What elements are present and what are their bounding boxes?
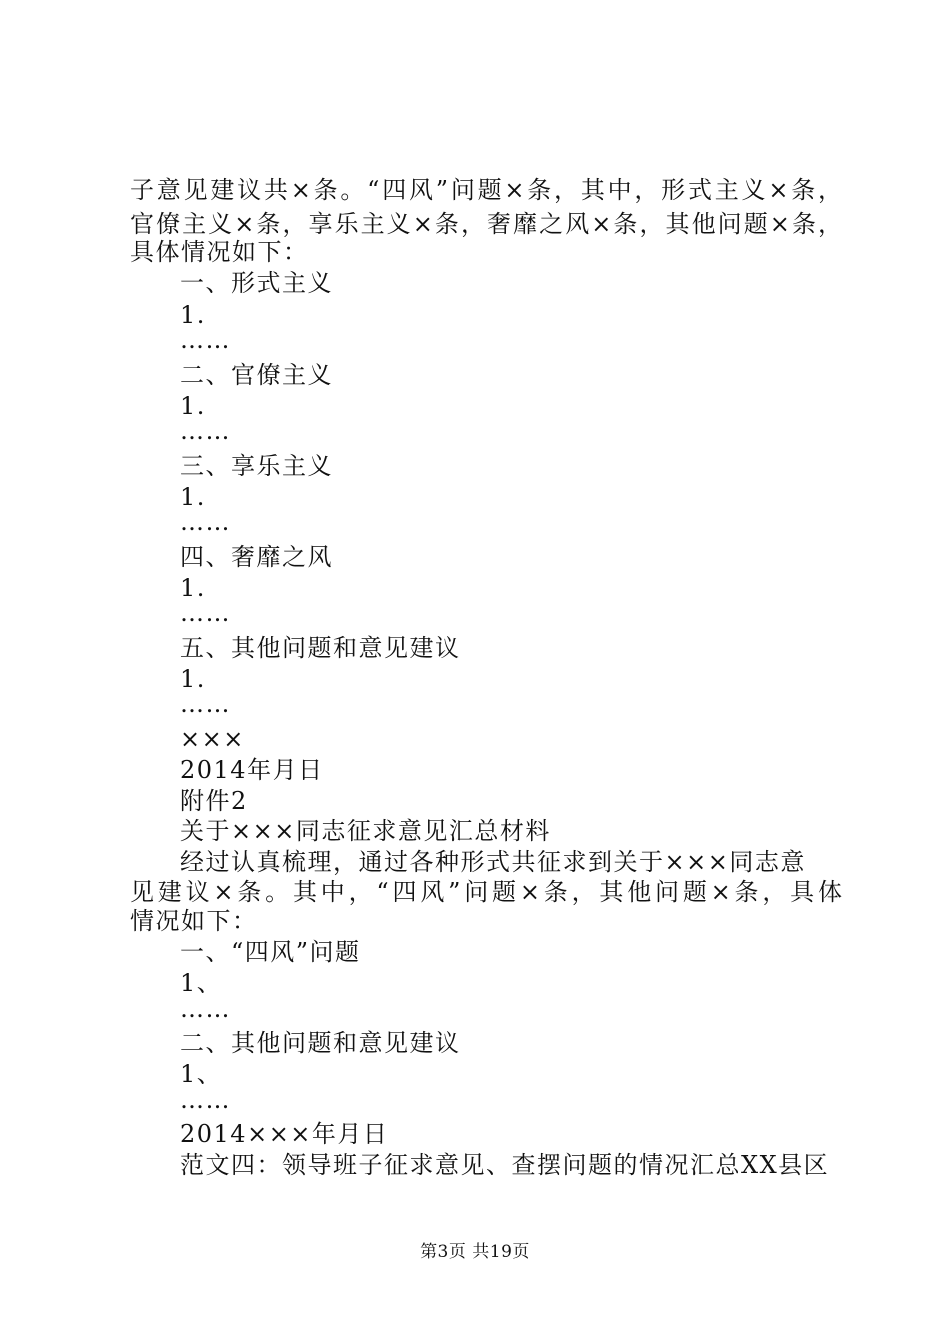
section-heading: 三、享乐主义 [180, 452, 333, 480]
section-heading: 一、形式主义 [180, 269, 333, 297]
body-line: 范文四：领导班子征求意见、查摆问题的情况汇总XX县区 [180, 1151, 830, 1179]
date-line: 2014年月日 [180, 756, 324, 784]
body-line: 见建议×条。其中，“四风”问题×条，其他问题×条，具体 [130, 878, 842, 906]
body-line: 情况如下： [130, 907, 258, 935]
section-heading: 二、官僚主义 [180, 361, 333, 389]
ellipsis: …… [180, 326, 231, 354]
section-heading: 四、奢靡之风 [180, 543, 333, 571]
section-heading: 五、其他问题和意见建议 [180, 634, 461, 662]
list-item: 1. [180, 665, 206, 693]
list-item: 1. [180, 483, 206, 511]
body-line: 具体情况如下： [130, 238, 309, 266]
attachment-title: 关于×××同志征求意见汇总材料 [180, 817, 551, 845]
attachment-label: 附件2 [180, 787, 248, 815]
signature: ××× [180, 725, 245, 753]
ellipsis: …… [180, 508, 231, 536]
list-item: 1、 [180, 969, 223, 997]
section-heading: 二、其他问题和意见建议 [180, 1029, 461, 1057]
ellipsis: …… [180, 417, 231, 445]
list-item: 1. [180, 574, 206, 602]
list-item: 1. [180, 392, 206, 420]
page-footer: 第3页 共19页 [420, 1242, 530, 1262]
section-heading: 一、“四风”问题 [180, 938, 361, 966]
ellipsis: …… [180, 1086, 231, 1114]
list-item: 1、 [180, 1060, 223, 1088]
body-line: 经过认真梳理，通过各种形式共征求到关于×××同志意 [180, 848, 806, 876]
ellipsis: …… [180, 599, 231, 627]
date-line: 2014×××年月日 [180, 1120, 389, 1148]
ellipsis: …… [180, 690, 231, 718]
body-line: 子意见建议共×条。“四风”问题×条，其中，形式主义×条， [130, 176, 842, 204]
ellipsis: …… [180, 995, 231, 1023]
list-item: 1. [180, 301, 206, 329]
body-line: 官僚主义×条，享乐主义×条，奢靡之风×条，其他问题×条， [130, 210, 842, 238]
